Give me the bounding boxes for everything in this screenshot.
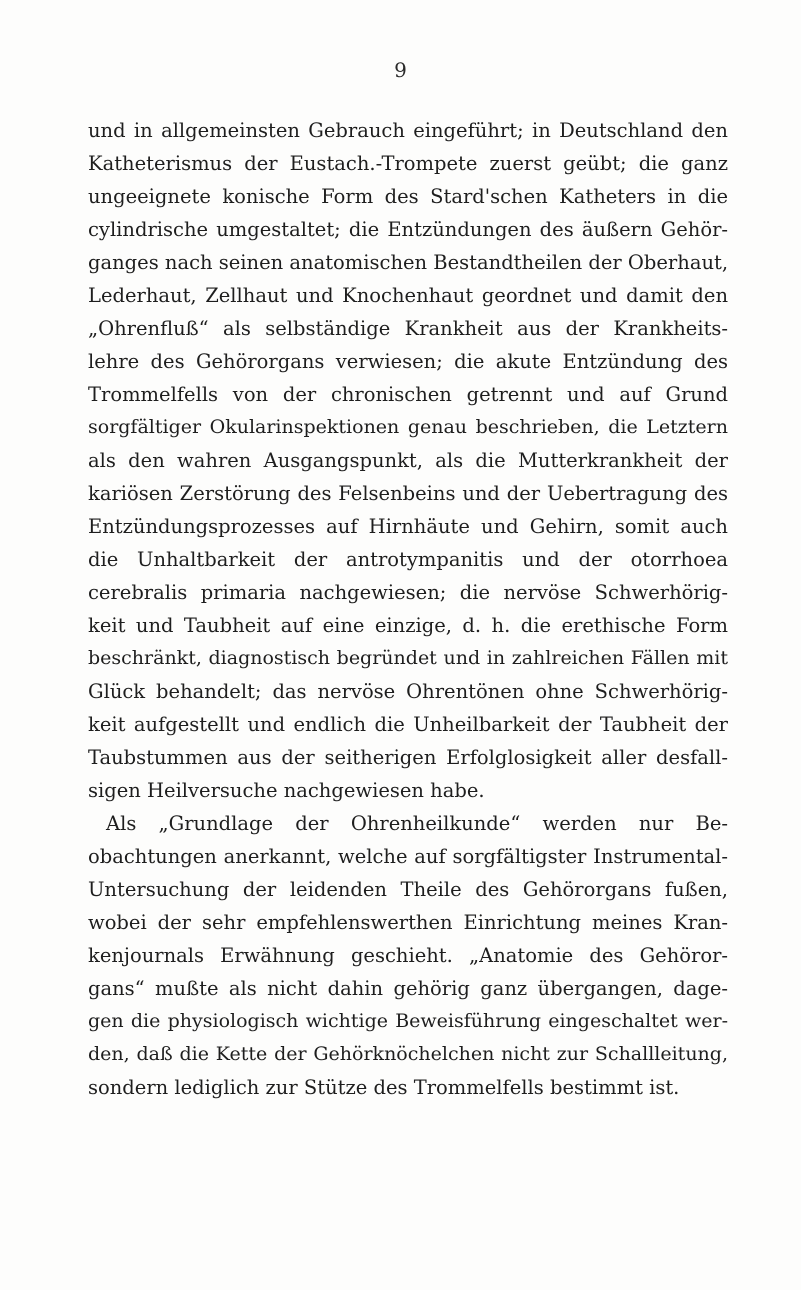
text-line: Katheterismus der Eustach.-Trompete zuerst geübt; die ganz <box>88 152 728 175</box>
text-line: gen die physiologisch wichtige Beweisführung eingeschaltet wer- <box>88 1010 728 1032</box>
text-line: cylindrische umgestaltet; die Entzündungen des äußern Gehör- <box>88 218 728 241</box>
text-line: Glück behandelt; das nervöse Ohrentönen ohne Schwerhörig- <box>88 680 728 703</box>
text-line: lehre des Gehörorgans verwiesen; die akute Entzündung des <box>88 350 728 373</box>
text-line: kenjournals Erwähnung geschieht. „Anatomie des Gehöror- <box>88 944 728 967</box>
text-line: Als „Grundlage der Ohrenheilkunde“ werden nur Be- <box>106 812 728 835</box>
text-line: ganges nach seinen anatomischen Bestandtheilen der Oberhaut, <box>88 251 728 274</box>
text-line: sondern lediglich zur Stütze des Trommelfells bestimmt ist. <box>88 1076 680 1099</box>
text-line: obachtungen anerkannt, welche auf sorgfältigster Instrumental- <box>88 845 728 868</box>
text-line: als den wahren Ausgangspunkt, als die Mutterkrankheit der <box>88 449 728 472</box>
text-line: Taubstummen aus der seitherigen Erfolglosigkeit aller desfall- <box>88 746 728 769</box>
text-line: keit aufgestellt und endlich die Unheilbarkeit der Taubheit der <box>88 713 728 736</box>
text-line: die Unhaltbarkeit der antrotympanitis und der otorrhoea <box>88 548 728 571</box>
text-line: Trommelfells von der chronischen getrennt und auf Grund <box>88 383 728 406</box>
text-line: „Ohrenfluß“ als selbständige Krankheit aus der Krankheits- <box>88 317 728 340</box>
text-line: Lederhaut, Zellhaut und Knochenhaut geordnet und damit den <box>88 284 728 307</box>
page-number: 9 <box>394 58 407 82</box>
text-line: cerebralis primaria nachgewiesen; die nervöse Schwerhörig- <box>88 581 728 604</box>
text-line: und in allgemeinsten Gebrauch eingeführt; in Deutschland den <box>88 119 728 142</box>
text-line: Entzündungsprozesses auf Hirnhäute und Gehirn, somit auch <box>88 515 728 538</box>
text-line: sorgfältiger Okularinspektionen genau beschrieben, die Letztern <box>88 416 728 438</box>
text-line: wobei der sehr empfehlenswerthen Einrichtung meines Kran- <box>88 911 728 934</box>
text-line: sigen Heilversuche nachgewiesen habe. <box>88 779 485 802</box>
text-line: kariösen Zerstörung des Felsenbeins und der Uebertragung des <box>88 482 728 505</box>
text-line: Untersuchung der leidenden Theile des Gehörorgans fußen, <box>88 878 728 901</box>
text-line: den, daß die Kette der Gehörknöchelchen nicht zur Schallleitung, <box>88 1043 728 1065</box>
text-line: keit und Taubheit auf eine einzige, d. h. die erethische Form <box>88 614 728 637</box>
text-line: ungeeignete konische Form des Stard'schen Katheters in die <box>88 185 728 208</box>
text-line: gans“ mußte als nicht dahin gehörig ganz übergangen, dage- <box>88 977 728 1000</box>
body-text <box>88 114 728 1104</box>
text-line: beschränkt, diagnostisch begründet und in zahlreichen Fällen mit <box>88 647 728 669</box>
